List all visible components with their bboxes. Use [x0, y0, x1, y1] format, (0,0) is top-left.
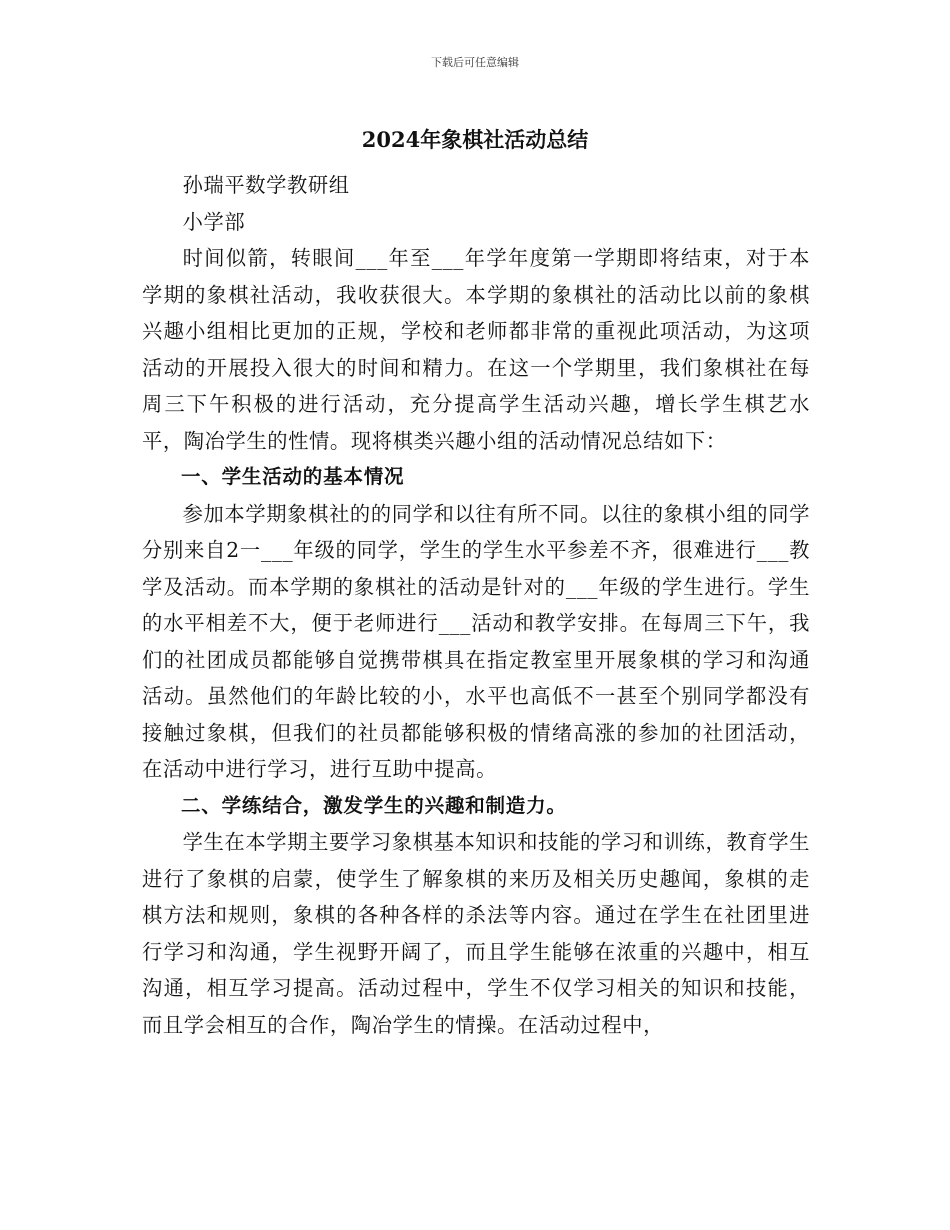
section-1-paragraph: 参加本学期象棋社的的同学和以往有所不同。以往的象棋小组的同学分别来自2一___年级的同学，学生的学生水平参差不齐，很难进行___教学及活动。而本学期的象棋社的活动是针对的___年级的学生进行。学生的水平相差不大，便于老师进行___活动和教学安排。在每周三下午，我们的社团成员都能够自觉携带棋具在指定教室里开展象棋的学习和沟通活动。虽然他们的年龄比较的小，水平也高低不一甚至个别同学都没有接触过象棋，但我们的社员都能够积极的情绪高涨的参加的社团活动，在活动中进行学习，进行互助中提高。 [142, 501, 810, 781]
intro-paragraph: 时间似箭，转眼间___年至___年学年度第一学期即将结束，对于本学期的象棋社活动，我收获很大。本学期的象棋社的活动比以前的象棋兴趣小组相比更加的正规，学校和老师都非常的重视此项活动，为这项活动的开展投入很大的时间和精力。在这一个学期里，我们象棋社在每周三下午积极的进行活动，充分提高学生活动兴趣，增长学生棋艺水平，陶冶学生的性情。现将棋类兴趣小组的活动情况总结如下： [142, 246, 810, 453]
section-2-paragraph: 学生在本学期主要学习象棋基本知识和技能的学习和训练，教育学生进行了象棋的启蒙，使学生了解象棋的来历及相关历史趣闻，象棋的走棋方法和规则，象棋的各种各样的杀法等内容。通过在学生在社团里进行学习和沟通，学生视野开阔了，而且学生能够在浓重的兴趣中，相互沟通，相互学习提高。活动过程中，学生不仅学习相关的知识和技能，而且学会相互的合作，陶冶学生的情操。在活动过程中， [142, 830, 810, 1037]
author-line: 孙瑞平数学教研组 [182, 173, 350, 197]
document-body [142, 167, 810, 1043]
section-1-heading: 一、学生活动的基本情况 [181, 465, 405, 488]
section-2-heading: 二、学练结合，激发学生的兴趣和制造力。 [181, 793, 567, 817]
document-title: 2024年象棋社活动总结 [361, 127, 589, 152]
page-header-note: 下载后可任意编辑 [431, 56, 519, 69]
department-line: 小学部 [182, 209, 246, 234]
